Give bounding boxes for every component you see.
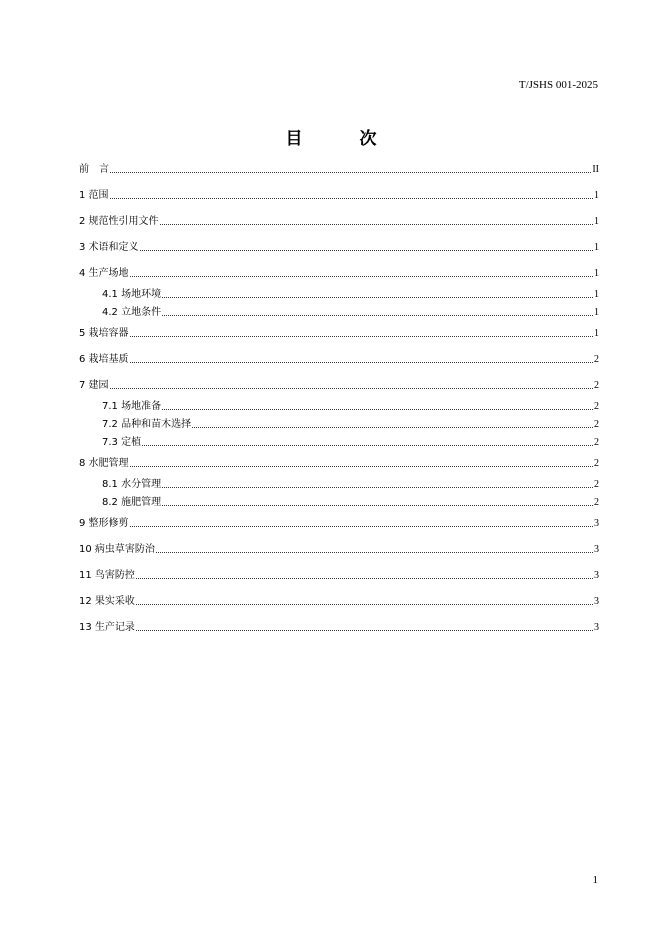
toc-entry-page: 1 (594, 328, 599, 339)
toc-entry-orchard-establishment[interactable] (79, 378, 599, 392)
toc-entry-site-environment[interactable] (102, 287, 599, 301)
toc-entry-planting[interactable] (102, 435, 599, 449)
toc-entry-foreword[interactable] (79, 162, 599, 176)
toc-entry-label: 13 生产记录 (79, 622, 135, 633)
dot-leader (136, 630, 593, 631)
toc-entry-label: 5 栽培容器 (79, 328, 129, 339)
dot-leader (162, 409, 593, 410)
toc-entry-label: 1 范围 (79, 190, 109, 201)
toc-title: 目 次 (285, 129, 397, 149)
toc-entry-pruning[interactable] (79, 516, 599, 530)
toc-entry-page: 1 (594, 216, 599, 227)
toc-entry-page: 2 (594, 419, 599, 430)
dot-leader (110, 388, 593, 389)
toc-entry-label: 前 言 (79, 164, 109, 175)
dot-leader (162, 487, 593, 488)
toc-entry-bird-control[interactable] (79, 568, 599, 582)
toc-entry-page: 2 (594, 479, 599, 490)
toc-entry-page: 3 (594, 518, 599, 529)
toc-entry-page: 2 (594, 497, 599, 508)
toc-entry-label: 9 整形修剪 (79, 518, 129, 529)
toc-entry-page: 1 (594, 190, 599, 201)
toc-entry-label: 12 果实采收 (79, 596, 135, 607)
toc-entry-label: 10 病虫草害防治 (79, 544, 155, 555)
dot-leader (192, 427, 593, 428)
toc-entry-page: 3 (594, 622, 599, 633)
toc-entry-harvest[interactable] (79, 594, 599, 608)
dot-leader (156, 552, 593, 553)
document-code: T/JSHS 001-2025 (518, 79, 598, 91)
dot-leader (140, 250, 593, 251)
toc-entry-page: 2 (594, 401, 599, 412)
toc-entry-page: 3 (594, 596, 599, 607)
dot-leader (110, 172, 591, 173)
toc-entry-label: 8.1 水分管理 (102, 479, 162, 490)
dot-leader (162, 315, 593, 316)
toc-entry-pest-control[interactable] (79, 542, 599, 556)
toc-entry-page: 1 (594, 307, 599, 318)
toc-entry-substrate[interactable] (79, 352, 599, 366)
dot-leader (130, 466, 593, 467)
toc-entry-terms-definitions[interactable] (79, 240, 599, 254)
toc-entry-label: 7.1 场地准备 (102, 401, 162, 412)
toc-entry-page: 1 (594, 242, 599, 253)
toc-entry-label: 7 建园 (79, 380, 109, 391)
toc-entry-variety-selection[interactable] (102, 417, 599, 431)
toc-entry-label: 6 栽培基质 (79, 354, 129, 365)
dot-leader (162, 297, 593, 298)
dot-leader (136, 578, 593, 579)
toc-entry-production-records[interactable] (79, 620, 599, 634)
toc-entry-label: 4.2 立地条件 (102, 307, 162, 318)
toc-entry-site-conditions[interactable] (102, 305, 599, 319)
dot-leader (142, 445, 593, 446)
toc-entry-page: 2 (594, 380, 599, 391)
toc-entry-normative-references[interactable] (79, 214, 599, 228)
toc-entry-label: 8.2 施肥管理 (102, 497, 162, 508)
toc-entry-site-preparation[interactable] (102, 399, 599, 413)
toc-entry-scope[interactable] (79, 188, 599, 202)
dot-leader (130, 276, 593, 277)
dot-leader (130, 526, 593, 527)
dot-leader (160, 224, 593, 225)
toc-entry-page: 3 (594, 544, 599, 555)
toc-entry-fertilizer-management[interactable] (102, 495, 599, 509)
toc-entry-page: 2 (594, 458, 599, 469)
toc-entry-label: 4 生产场地 (79, 268, 129, 279)
dot-leader (130, 362, 593, 363)
toc-entry-label: 3 术语和定义 (79, 242, 139, 253)
toc-entry-page: 3 (594, 570, 599, 581)
toc-entry-label: 11 鸟害防控 (79, 570, 135, 581)
dot-leader (136, 604, 593, 605)
toc-entry-label: 4.1 场地环境 (102, 289, 162, 300)
toc-entry-containers[interactable] (79, 326, 599, 340)
toc-entry-page: 2 (594, 354, 599, 365)
dot-leader (110, 198, 593, 199)
dot-leader (130, 336, 593, 337)
dot-leader (162, 505, 593, 506)
page-number: 1 (592, 874, 598, 886)
toc-entry-page: 1 (594, 289, 599, 300)
toc-entry-page: 2 (594, 437, 599, 448)
toc-entry-page: 1 (594, 268, 599, 279)
toc-entry-water-management[interactable] (102, 477, 599, 491)
toc-entry-production-site[interactable] (79, 266, 599, 280)
toc-entry-page: II (592, 164, 599, 175)
toc-entry-label: 7.2 品种和苗木选择 (102, 419, 192, 430)
toc-entry-label: 8 水肥管理 (79, 458, 129, 469)
toc-entry-label: 2 规范性引用文件 (79, 216, 159, 227)
toc-entry-label: 7.3 定植 (102, 437, 142, 448)
toc-entry-water-fertilizer[interactable] (79, 456, 599, 470)
